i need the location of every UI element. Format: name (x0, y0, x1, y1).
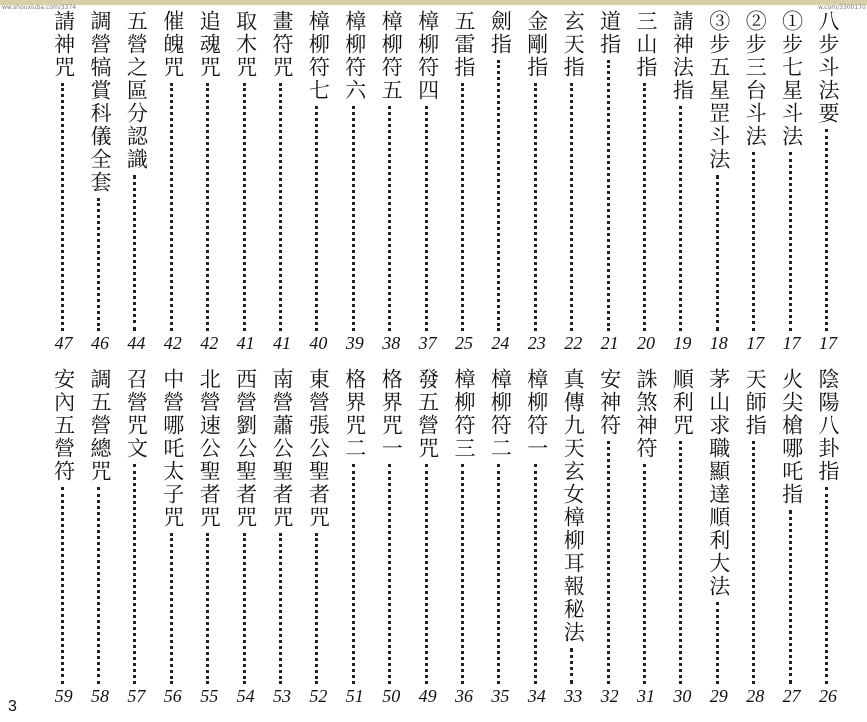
toc-entry-title: 安內五營符 (51, 368, 76, 483)
toc-entry-page: 18 (709, 333, 728, 353)
toc-entry[interactable] (519, 368, 555, 708)
toc-entry-title: 樟柳符三 (452, 368, 476, 460)
dot-leader (825, 129, 831, 331)
dot-leader (61, 83, 67, 331)
toc-entry-page: 30 (673, 686, 692, 706)
toc-entry[interactable] (191, 10, 227, 355)
dot-leader (461, 464, 467, 684)
toc-entry[interactable] (810, 368, 846, 708)
toc-entry-title: ②步三台斗法 (743, 10, 768, 148)
toc-entry[interactable] (774, 10, 810, 355)
toc-entry[interactable] (519, 10, 555, 355)
toc-entry-title: 催魄咒 (160, 10, 185, 79)
toc-entry-page: 24 (491, 333, 510, 353)
dot-leader (497, 60, 503, 331)
toc-entry-title: 八步斗法要 (816, 10, 840, 125)
dot-leader (279, 83, 285, 331)
dot-leader (789, 510, 795, 684)
toc-entry[interactable] (555, 10, 591, 355)
toc-entry-title: 五雷指 (452, 10, 476, 79)
toc-entry-page: 41 (273, 333, 291, 353)
dot-leader (643, 464, 649, 684)
toc-entry-page: 53 (273, 686, 291, 706)
toc-entry-page: 17 (746, 333, 765, 353)
toc-entry-title: 請神法指 (670, 10, 695, 102)
dot-leader (97, 198, 103, 331)
dot-leader (279, 533, 285, 684)
toc-entry-page: 52 (309, 686, 328, 706)
toc-entry[interactable] (373, 368, 409, 708)
toc-entry[interactable] (664, 368, 700, 708)
toc-entry-page: 37 (418, 333, 437, 353)
dot-leader (570, 648, 576, 684)
toc-entry-title: 格界咒二 (342, 368, 367, 460)
toc-entry-page: 56 (163, 686, 182, 706)
toc-entry-page: 49 (418, 686, 437, 706)
dot-leader (388, 106, 394, 331)
toc-entry[interactable] (737, 368, 773, 708)
toc-entry-page: 26 (819, 686, 837, 706)
toc-entry[interactable] (628, 10, 664, 355)
toc-entry-title: 樟柳符二 (488, 368, 513, 460)
toc-entry-page: 44 (127, 333, 146, 353)
toc-entry-page: 57 (127, 686, 146, 706)
dot-leader (206, 83, 212, 331)
toc-entry-page: 51 (345, 686, 364, 706)
toc-entry-title: 安神符 (597, 368, 622, 437)
dot-leader (643, 83, 649, 331)
dot-leader (570, 83, 576, 331)
toc-entry-page: 19 (673, 333, 692, 353)
toc-entry[interactable] (228, 10, 264, 355)
toc-entry-title: 陰陽八卦指 (816, 368, 840, 483)
toc-entry-page: 50 (382, 686, 401, 706)
toc-entry-title: 真傳九天玄女樟柳耳報秘法 (561, 368, 586, 644)
toc-entry[interactable] (410, 10, 446, 355)
toc-entry-title: 玄天指 (561, 10, 586, 79)
dot-leader (425, 106, 431, 331)
toc-entry[interactable] (46, 10, 82, 355)
toc-entry-title: 西營劉公聖者咒 (233, 368, 258, 529)
dot-leader (206, 533, 212, 684)
toc-entry-title: 北營速公聖者咒 (197, 368, 222, 529)
toc-entry-title: 調五營總咒 (88, 368, 112, 483)
toc-entry-title: 追魂咒 (197, 10, 222, 79)
toc-entry-title: 發五營咒 (415, 368, 440, 460)
watermark-right: w.com/3300170 (818, 4, 866, 11)
toc-entry-page: 46 (91, 333, 109, 353)
dot-leader (243, 83, 249, 331)
toc-entry-title: 三山指 (634, 10, 658, 79)
toc-entry[interactable] (337, 10, 373, 355)
toc-entry-title: 茅山求職顯達順利大法 (706, 368, 731, 598)
toc-entry-title: 樟柳符一 (524, 368, 549, 460)
dot-leader (752, 152, 758, 331)
dot-leader (133, 175, 139, 331)
toc-entry-page: 39 (345, 333, 364, 353)
toc-entry[interactable] (300, 10, 336, 355)
toc-entry-page: 17 (819, 333, 837, 353)
toc-entry[interactable] (155, 368, 191, 708)
dot-leader (388, 464, 394, 684)
toc-entry-title: 格界咒一 (379, 368, 404, 460)
toc-entry[interactable] (82, 368, 118, 708)
toc-entry[interactable] (555, 368, 591, 708)
toc-entry-title: 火尖槍哪吒指 (779, 368, 804, 506)
toc-entry-title: 取木咒 (233, 10, 258, 79)
dot-leader (716, 602, 722, 684)
dot-leader (315, 533, 321, 684)
dot-leader (352, 464, 358, 684)
dot-leader (497, 464, 503, 684)
dot-leader (61, 487, 67, 684)
toc-entry[interactable] (737, 10, 773, 355)
toc-entry[interactable] (701, 368, 737, 708)
toc-entry-title: 調營犒賞科儀全套 (88, 10, 112, 194)
dot-leader (825, 487, 831, 684)
toc-entry[interactable] (82, 10, 118, 355)
toc-entry-page: 40 (309, 333, 328, 353)
toc-entry[interactable] (664, 10, 700, 355)
toc-entry-title: 中營哪吒太子咒 (160, 368, 185, 529)
toc-entry[interactable] (155, 10, 191, 355)
toc-entry-title: 天師指 (743, 368, 768, 437)
dot-leader (133, 464, 139, 684)
toc-entry-title: 誅煞神符 (634, 368, 658, 460)
toc-entry-title: 金剛指 (524, 10, 549, 79)
toc-entry-title: 東營張公聖者咒 (306, 368, 331, 529)
dot-leader (352, 106, 358, 331)
toc-entry[interactable] (373, 10, 409, 355)
page-number: 3 (8, 698, 17, 715)
dot-leader (534, 464, 540, 684)
toc-entry-page: 38 (382, 333, 401, 353)
toc-entry[interactable] (592, 368, 628, 708)
dot-leader (461, 83, 467, 331)
toc-entry[interactable] (482, 10, 518, 355)
toc-entry-title: 樟柳符四 (415, 10, 440, 102)
toc-entry-page: 29 (709, 686, 728, 706)
toc-entry-title: 請神咒 (51, 10, 76, 79)
toc-entry[interactable] (228, 368, 264, 708)
dot-leader (716, 175, 722, 331)
toc-entry[interactable] (810, 10, 846, 355)
toc-entry-title: 樟柳符五 (379, 10, 404, 102)
toc-entry-title: 樟柳符七 (306, 10, 331, 102)
toc-entry-page: 21 (600, 333, 619, 353)
toc-entry-page: 41 (236, 333, 255, 353)
toc-entry-page: 23 (527, 333, 546, 353)
dot-leader (789, 152, 795, 331)
toc-entry[interactable] (337, 368, 373, 708)
toc-entry[interactable] (774, 368, 810, 708)
dot-leader (679, 106, 685, 331)
toc-entry[interactable] (592, 10, 628, 355)
toc-entry-page: 25 (455, 333, 473, 353)
toc-entry[interactable] (446, 10, 482, 355)
toc-entry[interactable] (410, 368, 446, 708)
toc-entry-page: 33 (564, 686, 583, 706)
toc-entry-page: 22 (564, 333, 583, 353)
toc-entry-title: 畫符咒 (270, 10, 294, 79)
toc-entry[interactable] (482, 368, 518, 708)
dot-leader (315, 106, 321, 331)
toc-entry-title: 樟柳符六 (342, 10, 367, 102)
dot-leader (97, 487, 103, 684)
toc-entry-page: 17 (782, 333, 801, 353)
toc-entry-page: 28 (746, 686, 765, 706)
toc-entry-title: 劍指 (488, 10, 513, 56)
toc-entry-page: 32 (600, 686, 619, 706)
dot-leader (170, 83, 176, 331)
toc-entry-page: 42 (200, 333, 219, 353)
dot-leader (425, 464, 431, 684)
toc-entry[interactable] (628, 368, 664, 708)
toc-entry-page: 42 (163, 333, 182, 353)
toc-entry-page: 20 (637, 333, 655, 353)
dot-leader (170, 533, 176, 684)
toc-entry[interactable] (118, 368, 154, 708)
toc-entry-page: 31 (637, 686, 655, 706)
dot-leader (752, 441, 758, 684)
toc-entry[interactable] (46, 368, 82, 708)
toc-entry-title: 召營咒文 (124, 368, 149, 460)
toc-entry[interactable] (118, 10, 154, 355)
toc-entry-title: ①步七星斗法 (779, 10, 804, 148)
toc-entry-page: 59 (54, 686, 73, 706)
dot-leader (679, 441, 685, 684)
dot-leader (534, 83, 540, 331)
toc-entry-page: 54 (236, 686, 255, 706)
toc-entry-page: 35 (491, 686, 510, 706)
toc-entry-page: 27 (782, 686, 801, 706)
dot-leader (243, 533, 249, 684)
toc-entry[interactable] (446, 368, 482, 708)
dot-leader (607, 60, 613, 331)
toc-entry-page: 58 (91, 686, 109, 706)
toc-entry-page: 47 (54, 333, 73, 353)
toc-entry[interactable] (264, 10, 300, 355)
dot-leader (607, 441, 613, 684)
top-border (0, 0, 867, 5)
toc-entry-page: 34 (527, 686, 546, 706)
toc-entry-page: 36 (455, 686, 473, 706)
toc-entry-title: 五營之區分認識 (124, 10, 149, 171)
toc-entry-title: ③步五星罡斗法 (706, 10, 731, 171)
toc-entry[interactable] (191, 368, 227, 708)
toc-entry-title: 道指 (597, 10, 622, 56)
toc-entry-title: 南營蕭公聖者咒 (270, 368, 294, 529)
toc-entry[interactable] (264, 368, 300, 708)
toc-entry[interactable] (300, 368, 336, 708)
toc-entry-title: 順利咒 (670, 368, 695, 437)
toc-entry-page: 55 (200, 686, 219, 706)
watermark-left: ww.shouxiuba.com/3374 (2, 4, 77, 11)
toc-entry[interactable] (701, 10, 737, 355)
